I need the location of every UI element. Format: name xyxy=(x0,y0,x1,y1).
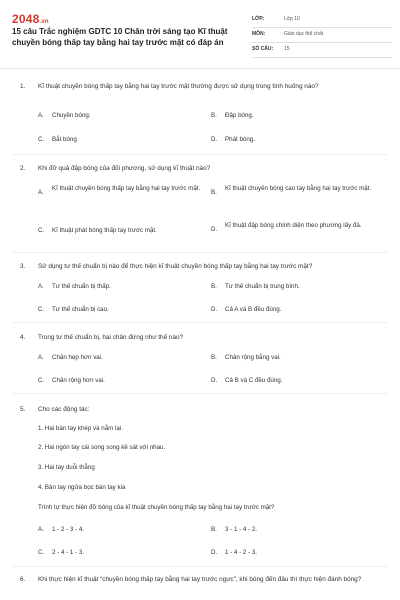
option-text: Phát bóng. xyxy=(225,136,255,143)
option-text: Tư thế chuẩn bị cao. xyxy=(52,306,109,313)
question-number: 2. xyxy=(20,165,26,172)
option-letter: C. xyxy=(38,306,45,313)
option-text: 1 - 2 - 3 - 4. xyxy=(52,526,84,533)
option-letter: C. xyxy=(38,227,45,234)
meta-table xyxy=(252,13,392,58)
option-text: Chân rộng hơn vai. xyxy=(52,377,105,384)
option-text: Cả A và B đều đúng. xyxy=(225,306,282,313)
option-letter: C. xyxy=(38,549,45,556)
question-divider xyxy=(12,154,388,155)
question-text: Kĩ thuật chuyền bóng thấp tay bằng hai tay trước mặt thường được sử dụng trong tình huống nào? xyxy=(38,83,319,90)
option-text: 2 - 4 - 1 - 3. xyxy=(52,549,84,556)
meta-key: LỚP: xyxy=(252,16,265,22)
option-letter: A. xyxy=(38,112,44,119)
option-text: 3 - 1 - 4 - 2. xyxy=(225,526,257,533)
option-text: Chân hẹp hơn vai. xyxy=(52,354,103,361)
meta-row-count xyxy=(252,43,392,58)
option-text: Tư thế chuẩn bị trung bình. xyxy=(225,283,300,290)
question-divider xyxy=(12,252,388,253)
question-number: 4. xyxy=(20,334,26,341)
question-text: Khi thực hiện kĩ thuật “chuyền bóng thấp tay bằng hai tay trước ngực”, khi bóng đến đâu thì thực hiện đánh bóng? xyxy=(38,576,362,583)
option-letter: A. xyxy=(38,189,44,196)
question-subtext: Trình tự thực hiện đỡ bóng của kĩ thuật chuyền bóng thấp tay bằng hai tay trước mặt? xyxy=(38,504,275,511)
option-letter: B. xyxy=(211,189,217,196)
step-item: 4. Bàn tay ngửa bọc bàn tay kia xyxy=(38,484,126,491)
option-text: Kĩ thuật chuyền bóng cao tay bằng hai tay trước mặt. xyxy=(225,185,372,192)
option-letter: D. xyxy=(211,377,218,384)
question-number: 6. xyxy=(20,576,26,583)
meta-value: 15 xyxy=(284,46,290,52)
logo-tld: .vn xyxy=(39,19,49,25)
option-letter: D. xyxy=(211,226,218,233)
option-letter: C. xyxy=(38,377,45,384)
meta-key: SỐ CÂU: xyxy=(252,46,274,52)
document-header xyxy=(0,0,400,66)
document-title: 15 câu Trắc nghiệm GDTC 10 Chân trời sáng tạo Kĩ thuật chuyền bóng thấp tay bằng hai tay trước mặt có đáp án xyxy=(12,27,228,47)
option-letter: B. xyxy=(211,354,217,361)
question-text: Cho các động tác: xyxy=(38,406,90,413)
question-number: 5. xyxy=(20,406,26,413)
step-item: 3. Hai tay duỗi thẳng xyxy=(38,464,95,471)
option-text: Bắt bóng xyxy=(52,136,77,143)
option-letter: D. xyxy=(211,549,218,556)
question-number: 1. xyxy=(20,83,26,90)
option-letter: A. xyxy=(38,526,44,533)
option-text: Đập bóng. xyxy=(225,112,254,119)
option-letter: A. xyxy=(38,354,44,361)
option-letter: D. xyxy=(211,136,218,143)
question-number: 3. xyxy=(20,263,26,270)
option-letter: A. xyxy=(38,283,44,290)
option-letter: D. xyxy=(211,306,218,313)
site-logo[interactable] xyxy=(12,12,49,26)
step-item: 2. Hai ngón tay cái song song kề sát với nhau. xyxy=(38,444,166,451)
question-text: Trong tư thế chuẩn bị, hai chân đứng như thế nào? xyxy=(38,334,184,341)
question-text: Khi đỡ quả đập bóng của đối phương, sử dụng kĩ thuật nào? xyxy=(38,165,211,172)
meta-value: Lớp 10 xyxy=(284,16,300,22)
option-letter: C. xyxy=(38,136,45,143)
meta-row-grade xyxy=(252,13,392,28)
option-text: Cả B và C đều đúng. xyxy=(225,377,283,384)
option-text: Kĩ thuật chuyền bóng thấp tay bằng hai tay trước mặt. xyxy=(52,185,201,192)
option-text: 1 - 4 - 2 - 3. xyxy=(225,549,257,556)
header-divider xyxy=(0,68,400,69)
option-letter: B. xyxy=(211,526,217,533)
step-item: 1. Hai bàn tay khép và nắm lại. xyxy=(38,425,123,432)
logo-text: 2048 xyxy=(12,12,40,26)
option-letter: B. xyxy=(211,112,217,119)
meta-row-subject xyxy=(252,28,392,43)
question-divider xyxy=(12,566,388,567)
option-text: Kĩ thuật phát bóng thấp tay trước mặt. xyxy=(52,227,157,234)
option-text: Tư thế chuẩn bị thấp. xyxy=(52,283,111,290)
question-divider xyxy=(12,393,388,394)
question-text: Sử dụng tư thế chuẩn bị nào để thực hiện kĩ thuật chuyền bóng thấp tay bằng hai tay trước mặt? xyxy=(38,263,313,270)
option-letter: B. xyxy=(211,283,217,290)
option-text: Kĩ thuật đập bóng chính diện theo phương lấy đà. xyxy=(225,222,362,229)
meta-value: Giáo dục thể chất xyxy=(284,31,324,37)
option-text: Chân rộng bằng vai. xyxy=(225,354,281,361)
meta-key: MÔN: xyxy=(252,31,266,37)
option-text: Chuyền bóng. xyxy=(52,112,91,119)
question-divider xyxy=(12,322,388,323)
